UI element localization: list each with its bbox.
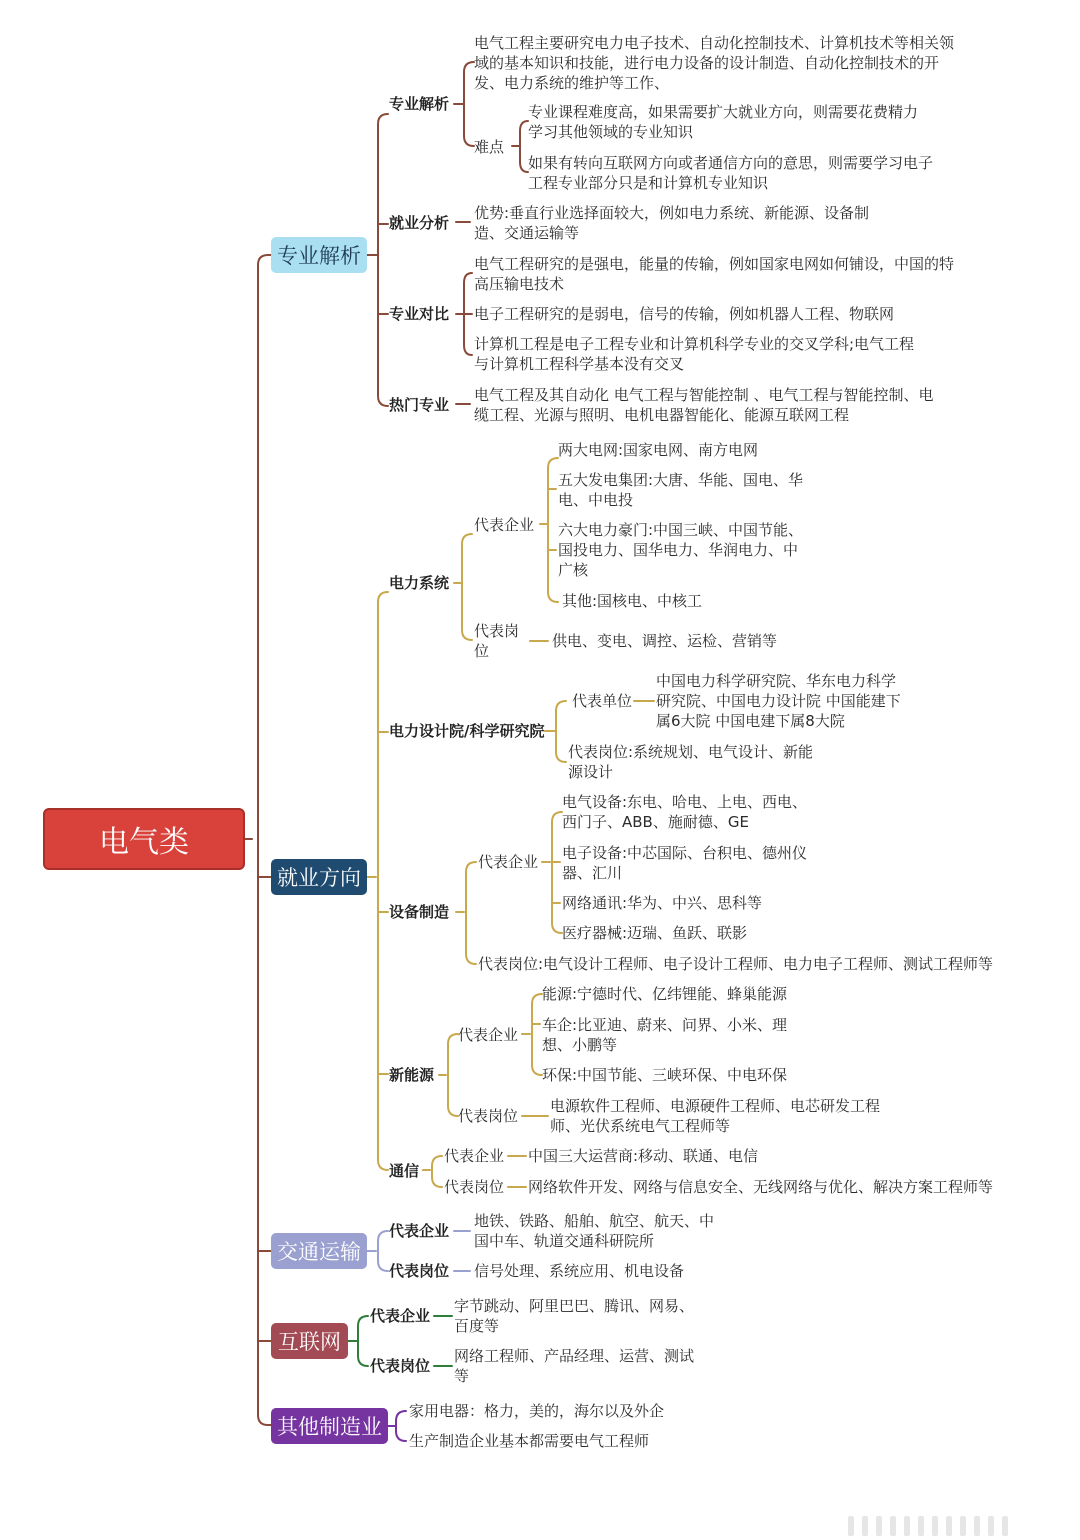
- node-employment-analysis[interactable]: 就业分析: [389, 214, 450, 232]
- node-transport-posts[interactable]: 代表岗位: [389, 1262, 450, 1280]
- category-major-analysis[interactable]: 专业解析: [271, 237, 367, 273]
- company-item: 医疗器械:迈瑞、鱼跃、联影: [562, 924, 748, 942]
- other-item: 家用电器：格力，美的，海尔以及外企: [409, 1402, 665, 1420]
- posts-text: 网络软件开发、网络与信息安全、无线网络与优化、解决方案工程师等: [528, 1178, 994, 1196]
- node-representative-posts[interactable]: 代表岗位: [444, 1178, 505, 1196]
- node-representative-companies[interactable]: 代表企业: [458, 1026, 519, 1044]
- watermark-bars: [848, 1516, 1058, 1538]
- company-item: 环保:中国节能、三峡环保、中电环保: [542, 1066, 788, 1084]
- node-major-comparison[interactable]: 专业对比: [389, 305, 450, 323]
- posts-text: 代表岗位:电气设计工程师、电子设计工程师、电力电子工程师、测试工程师等: [478, 955, 994, 973]
- posts-text: 信号处理、系统应用、机电设备: [474, 1262, 685, 1280]
- node-design-institute[interactable]: 电力设计院/科学研究院: [389, 722, 545, 740]
- company-item: 网络通讯:华为、中兴、思科等: [562, 894, 763, 912]
- units-text: 中国电力科学研究院、华东电力科学 研究院、中国电力设计院 中国能建下 属6大院 中国电建下属8大院: [656, 672, 901, 730]
- difficulty-item: 专业课程难度高，如果需要扩大就业方向，则需要花费精力 学习其他领域的专业知识: [528, 103, 919, 141]
- node-hot-majors[interactable]: 热门专业: [389, 396, 450, 414]
- node-representative-companies[interactable]: 代表企业: [444, 1147, 505, 1165]
- node-difficulty[interactable]: 难点: [474, 138, 505, 156]
- comparison-item: 电气工程研究的是强电，能量的传输，例如国家电网如何铺设，中国的特 高压输电技术: [474, 255, 955, 293]
- node-telecom[interactable]: 通信: [389, 1162, 420, 1180]
- company-item: 五大发电集团:大唐、华能、国电、华 电、中电投: [558, 471, 804, 509]
- category-transport[interactable]: 交通运输: [271, 1233, 367, 1269]
- node-internet-posts[interactable]: 代表岗位: [370, 1357, 431, 1375]
- major-description: 电气工程主要研究电力电子技术、自动化控制技术、计算机技术等相关领 域的基本知识和技能，进行电力设备的设计制造、自动化控制技术的开 发、电力系统的维护等工作、: [474, 34, 955, 92]
- node-new-energy[interactable]: 新能源: [389, 1066, 435, 1084]
- comparison-item: 电子工程研究的是弱电，信号的传输，例如机器人工程、物联网: [474, 305, 895, 323]
- company-item: 中国三大运营商:移动、联通、电信: [528, 1147, 759, 1165]
- posts-text: 供电、变电、调控、运检、营销等: [552, 632, 778, 650]
- root-node[interactable]: 电气类: [43, 808, 245, 870]
- posts-text: 网络工程师、产品经理、运营、测试 等: [454, 1347, 695, 1385]
- root-branches: [245, 255, 271, 1425]
- category-internet[interactable]: 互联网: [271, 1323, 348, 1359]
- company-item: 两大电网:国家电网、南方电网: [558, 441, 759, 459]
- other-item: 生产制造企业基本都需要电气工程师: [409, 1432, 650, 1450]
- node-equipment-manufacturing[interactable]: 设备制造: [389, 903, 450, 921]
- company-item: 六大电力豪门:中国三峡、中国节能、 国投电力、国华电力、华润电力、中 广核: [558, 521, 804, 579]
- company-text: 地铁、铁路、船舶、航空、航天、中 国中车、轨道交通科研院所: [474, 1212, 715, 1250]
- posts-text: 电源软件工程师、电源硬件工程师、电芯研发工程 师、光伏系统电气工程师等: [550, 1097, 881, 1135]
- node-internet-companies[interactable]: 代表企业: [370, 1307, 431, 1325]
- company-item: 其他:国核电、中核工: [562, 592, 703, 610]
- node-representative-companies[interactable]: 代表企业: [474, 516, 535, 534]
- employment-analysis-text: 优势:垂直行业选择面较大，例如电力系统、新能源、设备制 造、交通运输等: [474, 204, 870, 242]
- category-employment[interactable]: 就业方向: [271, 859, 367, 895]
- difficulty-item: 如果有转向互联网方向或者通信方向的意思，则需要学习电子 工程专业部分只是和计算机专业知识: [528, 154, 934, 192]
- company-text: 字节跳动、阿里巴巴、腾讯、网易、 百度等: [454, 1297, 695, 1335]
- category-other-manufacturing[interactable]: 其他制造业: [271, 1408, 388, 1444]
- company-item: 电子设备:中芯国际、台积电、德州仪 器、汇川: [562, 844, 808, 882]
- node-power-system[interactable]: 电力系统: [389, 574, 450, 592]
- company-item: 车企:比亚迪、蔚来、问界、小米、理 想、小鹏等: [542, 1016, 788, 1054]
- node-representative-companies[interactable]: 代表企业: [478, 853, 539, 871]
- node-transport-companies[interactable]: 代表企业: [389, 1222, 450, 1240]
- node-representative-units[interactable]: 代表单位: [572, 692, 633, 710]
- company-item: 电气设备:东电、哈电、上电、西电、 西门子、ABB、施耐德、GE: [562, 793, 808, 831]
- hot-majors-text: 电气工程及其自动化 电气工程与智能控制 、电气工程与智能控制、电 缆工程、光源与照明、电机电器智能化、能源互联网工程: [474, 386, 934, 424]
- other-branches: [388, 1411, 406, 1441]
- comparison-item: 计算机工程是电子工程专业和计算机科学专业的交叉学科;电气工程 与计算机工程科学基本没有交叉: [474, 335, 915, 373]
- node-representative-posts[interactable]: 代表岗位: [458, 1107, 519, 1125]
- node-major-analysis[interactable]: 专业解析: [389, 95, 450, 113]
- company-item: 能源:宁德时代、亿纬锂能、蜂巢能源: [542, 985, 788, 1003]
- posts-text: 代表岗位:系统规划、电气设计、新能 源设计: [568, 743, 814, 781]
- node-representative-posts[interactable]: 代表岗 位: [474, 622, 520, 660]
